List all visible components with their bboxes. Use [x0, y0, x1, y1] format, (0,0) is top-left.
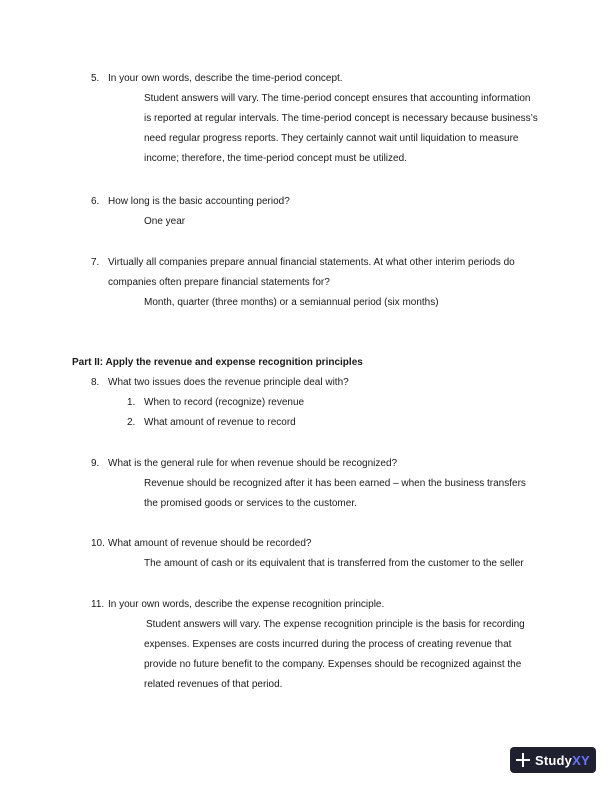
q10-number: 10. [91, 538, 105, 549]
q6-question: How long is the basic accounting period? [108, 196, 290, 207]
q11-answer-line: related revenues of that period. [144, 679, 283, 690]
q8-question: What two issues does the revenue principle deal with? [108, 377, 349, 388]
q7-answer: Month, quarter (three months) or a semiannual period (six months) [144, 297, 439, 308]
q11-number: 11. [91, 599, 105, 610]
q8-item-text: What amount of revenue to record [144, 417, 296, 428]
q6-answer: One year [144, 216, 186, 227]
q5-answer-line: income; therefore, the time-period concept must be utilized. [144, 153, 407, 164]
studyxy-logo[interactable] [510, 747, 596, 773]
q9-question: What is the general rule for when revenue should be recognized? [108, 458, 398, 469]
q9-number: 9. [91, 458, 100, 469]
q7-question-line: companies often prepare financial statements for? [108, 277, 330, 288]
q8-item-number: 2. [127, 417, 136, 428]
q5-number: 5. [91, 73, 100, 84]
q11-answer-line: provide no future benefit to the company. Expenses should be recognized against the [144, 659, 522, 670]
q7-question-line: Virtually all companies prepare annual financial statements. At what other interim periods do [108, 257, 515, 268]
q8-number: 8. [91, 377, 100, 388]
q6-number: 6. [91, 196, 100, 207]
q5-answer-line: Student answers will vary. The time-period concept ensures that accounting information [144, 93, 531, 104]
q11-answer-line: Student answers will vary. The expense recognition principle is the basis for recording [146, 619, 525, 630]
q8-item-number: 1. [127, 397, 136, 408]
q5-answer-line: need regular progress reports. They certainly cannot wait until liquidation to measure [144, 133, 519, 144]
q11-question: In your own words, describe the expense recognition principle. [108, 599, 385, 610]
q11-answer-line: expenses. Expenses are costs incurred during the process of creating revenue that [144, 639, 512, 650]
logo-text-main: Study [535, 752, 573, 768]
q8-item-text: When to record (recognize) revenue [144, 397, 305, 408]
logo-text [535, 753, 590, 768]
plus-icon [516, 753, 530, 767]
logo-text-accent: XY [572, 752, 590, 768]
q7-number: 7. [91, 257, 100, 268]
q5-answer-line: is reported at regular intervals. The time-period concept is necessary because business’s [144, 113, 538, 124]
q10-answer: The amount of cash or its equivalent that is transferred from the customer to the seller [144, 558, 524, 569]
q9-answer-line: Revenue should be recognized after it has been earned – when the business transfers [144, 478, 526, 489]
part2-heading: Part II: Apply the revenue and expense recognition principles [72, 357, 363, 368]
q10-question: What amount of revenue should be recorded? [108, 538, 312, 549]
q9-answer-line: the promised goods or services to the customer. [144, 498, 357, 509]
q5-question: In your own words, describe the time-period concept. [108, 73, 343, 84]
